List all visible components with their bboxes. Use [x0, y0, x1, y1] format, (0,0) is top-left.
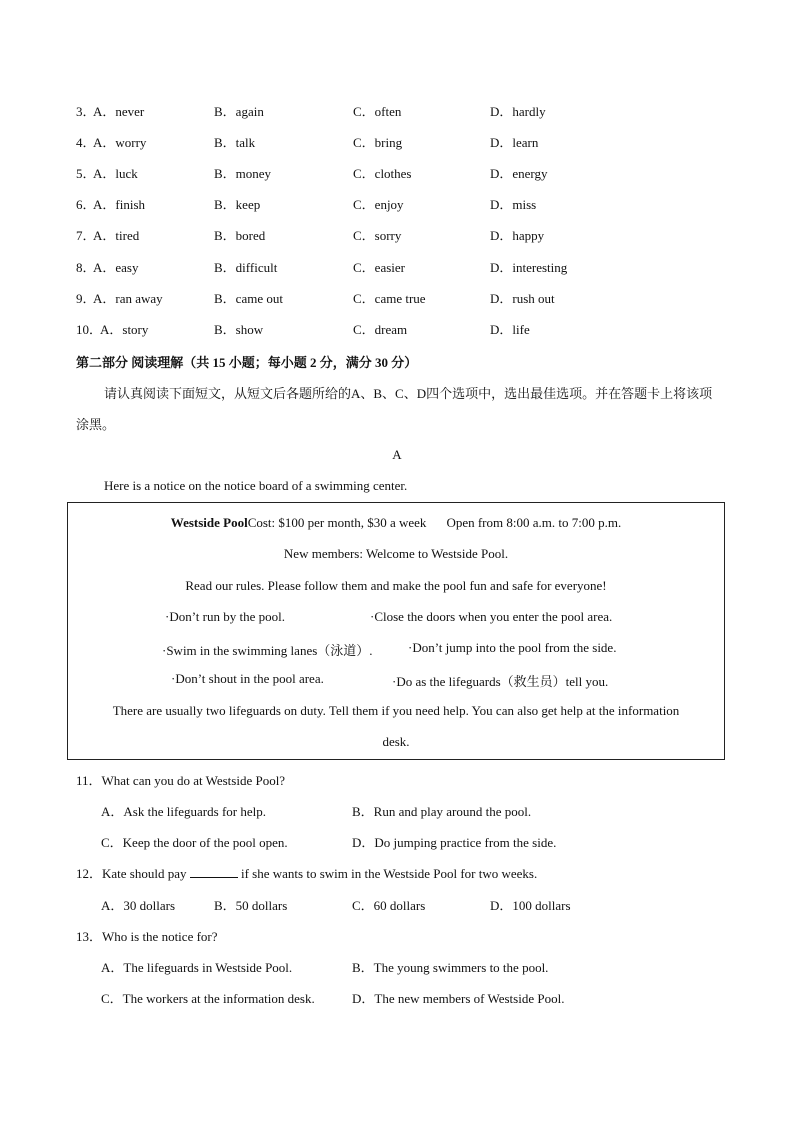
option-b: B．show — [214, 322, 264, 337]
option-b: B．bored — [214, 228, 266, 243]
question-stem — [76, 863, 537, 882]
option-b: B．again — [214, 104, 264, 119]
option-b: B．difficult — [214, 260, 278, 275]
notice-box — [67, 502, 725, 760]
option-c: C．sorry — [353, 228, 402, 243]
notice-pool-name: Westside Pool — [170, 515, 248, 530]
question-number: 7． — [76, 228, 96, 243]
notice-rule: ·Don’t run by the pool. — [165, 609, 285, 624]
question-stem-post: if she wants to swim in the Westside Pool for two weeks. — [240, 866, 538, 881]
option-b: B．50 dollars — [214, 898, 288, 913]
option-b: B．came out — [214, 291, 283, 306]
option-d: D．rush out — [490, 291, 555, 306]
option-b: B．keep — [214, 197, 261, 212]
option-a: A．story — [100, 322, 149, 337]
passage-intro: Here is a notice on the notice board of a swimming center. — [104, 478, 408, 493]
option-b: B．The young swimmers to the pool. — [352, 960, 549, 975]
option-c: C．The workers at the information desk. — [101, 991, 315, 1006]
question-number: 8． — [76, 260, 96, 275]
option-c: C．easier — [353, 260, 405, 275]
answer-blank — [190, 865, 238, 878]
question-number: 6． — [76, 197, 96, 212]
option-d: D．life — [490, 322, 530, 337]
question-number: 5． — [76, 166, 96, 181]
option-d: D．Do jumping practice from the side. — [352, 835, 557, 850]
option-a: A．easy — [93, 260, 139, 275]
question-number: 3． — [76, 104, 96, 119]
notice-cost: Cost: $100 per month, $30 a week — [247, 515, 427, 530]
option-a: A．worry — [93, 135, 147, 150]
option-c: C．bring — [353, 135, 403, 150]
option-a: A．The lifeguards in Westside Pool. — [101, 960, 293, 975]
notice-rule: ·Don’t shout in the pool area. — [171, 671, 324, 686]
option-d: D．learn — [490, 135, 539, 150]
option-c: C．Keep the door of the pool open. — [101, 835, 288, 850]
option-c: C．enjoy — [353, 197, 404, 212]
option-d: D．energy — [490, 166, 548, 181]
option-d: D．happy — [490, 228, 545, 243]
option-a: A．tired — [93, 228, 140, 243]
option-c: C．came true — [353, 291, 426, 306]
notice-rule: ·Do as the lifeguards（救生员）tell you. — [392, 674, 609, 689]
notice-welcome: New members: Welcome to Westside Pool. — [283, 546, 509, 561]
option-b: B．talk — [214, 135, 256, 150]
section-title: 第二部分 阅读理解（共 15 小题；每小题 2 分，满分 30 分） — [76, 355, 418, 370]
notice-rule: ·Swim in the swimming lanes（泳道）. — [162, 643, 373, 658]
notice-rule: ·Don’t jump into the pool from the side. — [408, 640, 617, 655]
option-a: A．finish — [93, 197, 146, 212]
question-number: 10． — [76, 322, 103, 337]
option-c: C．clothes — [353, 166, 412, 181]
option-a: A．30 dollars — [101, 898, 176, 913]
question-stem: 11．What can you do at Westside Pool? — [76, 773, 286, 788]
option-a: A．ran away — [93, 291, 163, 306]
question-number: 4． — [76, 135, 96, 150]
notice-rule: ·Close the doors when you enter the pool area. — [370, 609, 613, 624]
option-d: D．miss — [490, 197, 537, 212]
question-number: 9． — [76, 291, 96, 306]
notice-rules-intro: Read our rules. Please follow them and make the pool fun and safe for everyone! — [185, 578, 607, 593]
option-a: A．Ask the lifeguards for help. — [101, 804, 266, 819]
question-stem-pre: 12．Kate should pay — [76, 866, 187, 881]
option-a: A．luck — [93, 166, 138, 181]
passage-label: A — [392, 447, 402, 462]
option-b: B．Run and play around the pool. — [352, 804, 532, 819]
option-d: D．hardly — [490, 104, 546, 119]
option-b: B．money — [214, 166, 272, 181]
option-a: A．never — [93, 104, 145, 119]
option-c: C．60 dollars — [352, 898, 426, 913]
notice-footer: There are usually two lifeguards on duty. Tell them if you need help. You can also get help at the information — [112, 703, 680, 718]
section-instruction: 请认真阅读下面短文，从短文后各题所给的A、B、C、D四个选项中，选出最佳选项。并在答题卡上将该项涂黑。 — [76, 386, 713, 432]
option-c: C．dream — [353, 322, 408, 337]
option-d: D．100 dollars — [490, 898, 571, 913]
option-d: D．interesting — [490, 260, 568, 275]
notice-header — [68, 515, 724, 531]
question-stem: 13．Who is the notice for? — [76, 929, 218, 944]
notice-hours: Open from 8:00 a.m. to 7:00 p.m. — [446, 515, 622, 530]
notice-footer-end: desk. — [382, 734, 410, 749]
option-c: C．often — [353, 104, 402, 119]
option-d: D．The new members of Westside Pool. — [352, 991, 565, 1006]
